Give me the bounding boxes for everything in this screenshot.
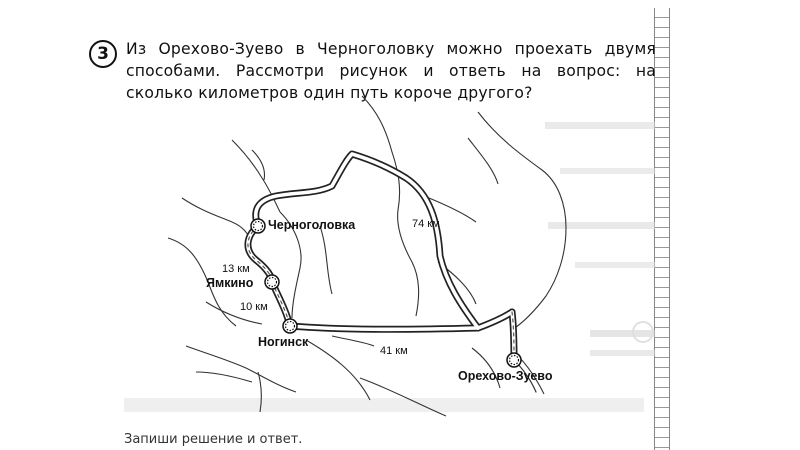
distance-label-long-route: 74 км: [412, 218, 440, 230]
city-label-chernogolovka: Черноголовка: [268, 218, 356, 232]
city-marker-noginsk: [283, 319, 297, 333]
city-label-yamkino: Ямкино: [206, 276, 254, 290]
terrain-lines: [168, 96, 566, 416]
city-marker-orekhovo: [507, 353, 521, 367]
task-question: Из Орехово-Зуево в Черноголовку можно проехать двумя способами. Рассмотри рисунок и ответь на вопрос: на сколько километров один путь короче другого?: [126, 40, 656, 102]
city-marker-yamkino: [265, 275, 279, 289]
city-label-orekhovo: Орехово-Зуево: [458, 369, 553, 383]
distance-label-yamkino-noginsk: 10 км: [240, 301, 268, 313]
city-marker-chernogolovka: [251, 219, 265, 233]
answer-instruction: Запиши решение и ответ.: [124, 432, 303, 447]
city-label-noginsk: Ногинск: [258, 335, 309, 349]
distance-label-noginsk-orekhovo: 41 км: [380, 345, 408, 357]
task-number-badge: 3: [89, 40, 117, 68]
distance-label-chernogolovka-yamkino: 13 км: [222, 263, 250, 275]
